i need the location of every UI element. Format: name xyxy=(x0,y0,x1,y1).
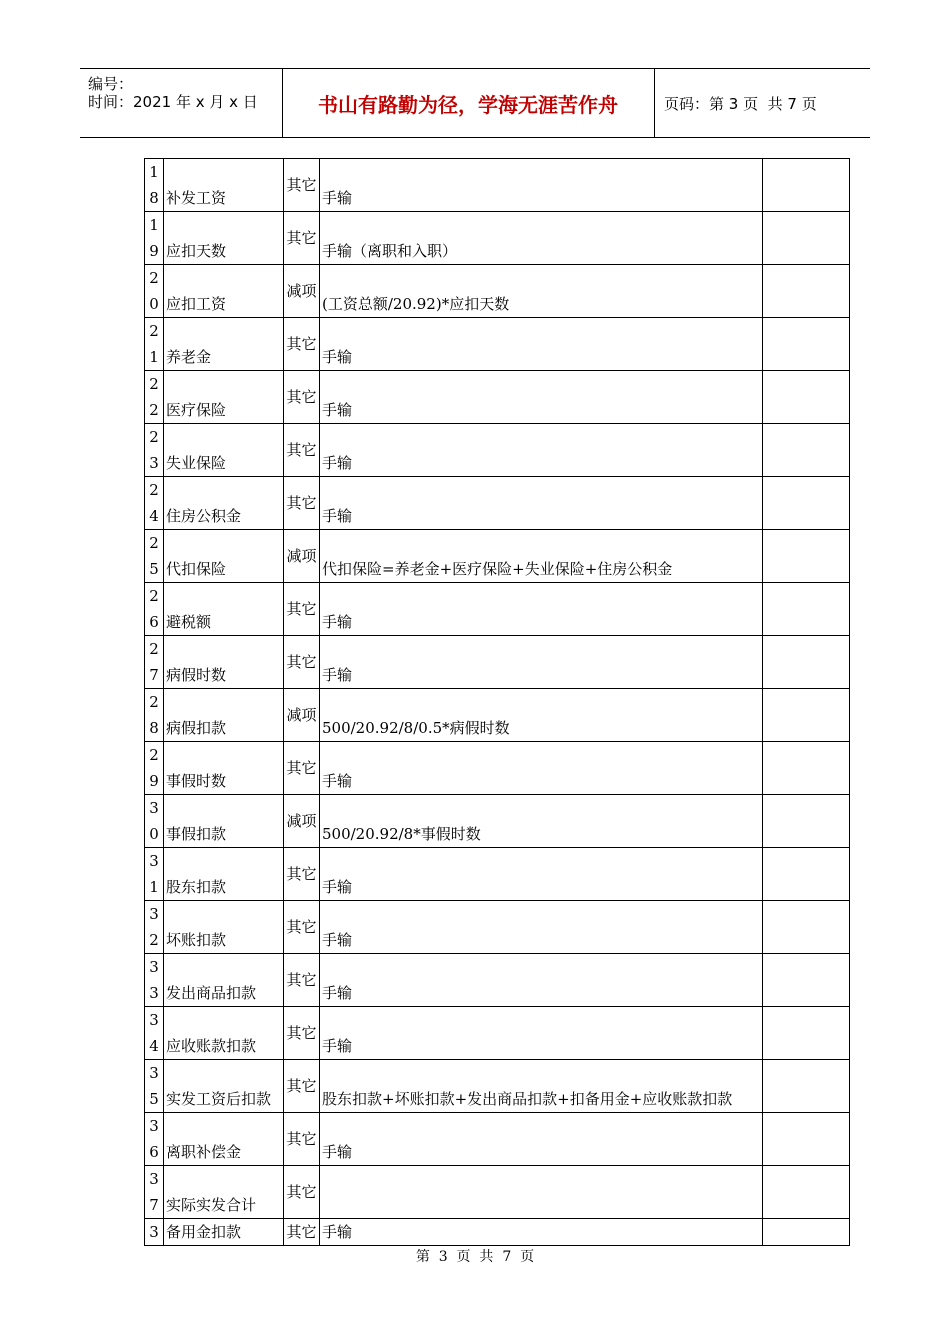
item-name: 养老金 xyxy=(164,318,284,371)
item-type: 减项 xyxy=(284,689,320,742)
row-number xyxy=(145,318,164,371)
item-formula: 代扣保险=养老金+医疗保险+失业保险+住房公积金 xyxy=(320,530,763,583)
row-number xyxy=(145,583,164,636)
item-type: 其它 xyxy=(284,583,320,636)
row-number-ones: 4 xyxy=(149,1037,159,1055)
item-name: 坏账扣款 xyxy=(164,901,284,954)
item-extra xyxy=(763,530,850,583)
item-formula: 手输 xyxy=(320,954,763,1007)
row-number-tens: 2 xyxy=(149,587,159,605)
item-name: 股东扣款 xyxy=(164,848,284,901)
row-number xyxy=(145,265,164,318)
item-formula: 500/20.92/8/0.5*病假时数 xyxy=(320,689,763,742)
row-number xyxy=(145,742,164,795)
header-page-info: 页码：第 3 页 共 7 页 xyxy=(664,94,817,113)
table-row xyxy=(145,265,850,318)
row-number-ones: 1 xyxy=(149,348,159,366)
item-extra xyxy=(763,583,850,636)
item-extra xyxy=(763,371,850,424)
row-number-ones: 6 xyxy=(149,613,159,631)
item-type: 其它 xyxy=(284,424,320,477)
item-name: 失业保险 xyxy=(164,424,284,477)
item-type: 其它 xyxy=(284,954,320,1007)
row-number-ones: 5 xyxy=(149,560,159,578)
item-type: 其它 xyxy=(284,901,320,954)
table-row xyxy=(145,795,850,848)
row-number xyxy=(145,848,164,901)
page-footer: 第 3 页 共 7 页 xyxy=(415,1249,535,1265)
item-extra xyxy=(763,636,850,689)
item-type: 其它 xyxy=(284,848,320,901)
row-number-ones: 8 xyxy=(149,719,159,737)
row-number-tens: 2 xyxy=(149,269,159,287)
row-number xyxy=(145,159,164,212)
item-type: 其它 xyxy=(284,318,320,371)
item-formula: 手输 xyxy=(320,901,763,954)
row-number-ones: 9 xyxy=(149,772,159,790)
item-name: 住房公积金 xyxy=(164,477,284,530)
item-extra xyxy=(763,1219,850,1246)
row-number-ones: 2 xyxy=(149,401,159,419)
row-number xyxy=(145,1060,164,1113)
item-name: 补发工资 xyxy=(164,159,284,212)
row-number-ones: 0 xyxy=(149,825,159,843)
item-type: 其它 xyxy=(284,742,320,795)
row-number xyxy=(145,901,164,954)
item-formula: 股东扣款+坏账扣款+发出商品扣款+扣备用金+应收账款扣款 xyxy=(320,1060,763,1113)
item-name: 事假时数 xyxy=(164,742,284,795)
row-number-tens: 3 xyxy=(149,852,159,870)
item-extra xyxy=(763,795,850,848)
item-formula: 手输 xyxy=(320,477,763,530)
table-row xyxy=(145,689,850,742)
row-number xyxy=(145,477,164,530)
item-formula: 手输 xyxy=(320,424,763,477)
item-name: 代扣保险 xyxy=(164,530,284,583)
table-row xyxy=(145,742,850,795)
table-row xyxy=(145,318,850,371)
item-formula: 手输 xyxy=(320,1007,763,1060)
item-name: 实际实发合计 xyxy=(164,1166,284,1219)
row-number-tens: 3 xyxy=(149,958,159,976)
item-extra xyxy=(763,424,850,477)
item-formula: 手输 xyxy=(320,636,763,689)
item-formula xyxy=(320,1166,763,1219)
table-row xyxy=(145,1060,850,1113)
item-type: 其它 xyxy=(284,371,320,424)
item-extra xyxy=(763,1007,850,1060)
item-name: 应收账款扣款 xyxy=(164,1007,284,1060)
item-formula: 手输（离职和入职） xyxy=(320,212,763,265)
row-number-ones: 7 xyxy=(149,666,159,684)
item-name: 实发工资后扣款 xyxy=(164,1060,284,1113)
row-number-tens: 2 xyxy=(149,322,159,340)
row-number xyxy=(145,689,164,742)
header-meta xyxy=(80,69,283,137)
row-number-tens: 2 xyxy=(149,534,159,552)
row-number-tens: 2 xyxy=(149,375,159,393)
row-number-tens: 3 xyxy=(149,1170,159,1188)
item-formula: 手输 xyxy=(320,1219,763,1246)
item-extra xyxy=(763,1060,850,1113)
row-number-tens: 2 xyxy=(149,640,159,658)
table-row xyxy=(145,1219,850,1246)
item-extra xyxy=(763,742,850,795)
row-number xyxy=(145,954,164,1007)
table-row xyxy=(145,1113,850,1166)
item-type: 其它 xyxy=(284,159,320,212)
number-label: 编号： xyxy=(88,75,134,93)
header-motto: 书山有路勤为径，学海无涯苦作舟 xyxy=(282,69,655,137)
item-extra xyxy=(763,1113,850,1166)
item-extra xyxy=(763,1166,850,1219)
row-number xyxy=(145,371,164,424)
row-number-ones: 8 xyxy=(149,189,159,207)
item-extra xyxy=(763,954,850,1007)
row-number-ones: 3 xyxy=(149,984,159,1002)
row-number-ones: 4 xyxy=(149,507,159,525)
table-row xyxy=(145,901,850,954)
table-row xyxy=(145,954,850,1007)
row-number-tens: 3 xyxy=(149,1011,159,1029)
row-number-tens: 2 xyxy=(149,428,159,446)
item-name: 备用金扣款 xyxy=(164,1219,284,1246)
item-name: 应扣天数 xyxy=(164,212,284,265)
row-number-tens: 3 xyxy=(149,905,159,923)
row-number-ones: 2 xyxy=(149,931,159,949)
item-type: 其它 xyxy=(284,1060,320,1113)
row-number-tens: 3 xyxy=(149,1117,159,1135)
row-number xyxy=(145,424,164,477)
row-number-tens: 2 xyxy=(149,481,159,499)
row-number xyxy=(145,212,164,265)
time-label: 时间：2021 年 x 月 x 日 xyxy=(88,93,258,111)
table-row xyxy=(145,477,850,530)
item-formula: 手输 xyxy=(320,583,763,636)
item-extra xyxy=(763,689,850,742)
row-number-tens: 1 xyxy=(149,163,159,181)
row-number xyxy=(145,1166,164,1219)
table-row xyxy=(145,212,850,265)
item-extra xyxy=(763,848,850,901)
table-row xyxy=(145,371,850,424)
item-formula: (工资总额/20.92)*应扣天数 xyxy=(320,265,763,318)
row-number-ones: 0 xyxy=(149,295,159,313)
item-name: 发出商品扣款 xyxy=(164,954,284,1007)
row-number xyxy=(145,1007,164,1060)
item-type: 减项 xyxy=(284,795,320,848)
item-name: 离职补偿金 xyxy=(164,1113,284,1166)
item-extra xyxy=(763,212,850,265)
row-number-tens: 3 xyxy=(149,799,159,817)
table-row xyxy=(145,424,850,477)
row-number: 3 xyxy=(145,1219,164,1246)
item-extra xyxy=(763,265,850,318)
row-number xyxy=(145,1113,164,1166)
row-number-ones: 7 xyxy=(149,1196,159,1214)
item-type: 其它 xyxy=(284,1166,320,1219)
row-number-tens: 3 xyxy=(149,1064,159,1082)
table-row xyxy=(145,159,850,212)
item-formula: 手输 xyxy=(320,742,763,795)
item-name: 避税额 xyxy=(164,583,284,636)
row-number-tens: 1 xyxy=(149,216,159,234)
item-type: 减项 xyxy=(284,265,320,318)
table-row xyxy=(145,583,850,636)
item-formula: 500/20.92/8*事假时数 xyxy=(320,795,763,848)
item-name: 病假扣款 xyxy=(164,689,284,742)
table-row xyxy=(145,848,850,901)
table-row xyxy=(145,530,850,583)
row-number-tens: 2 xyxy=(149,693,159,711)
item-formula: 手输 xyxy=(320,371,763,424)
item-name: 医疗保险 xyxy=(164,371,284,424)
item-extra xyxy=(763,159,850,212)
salary-items-table xyxy=(144,158,850,1246)
row-number-ones: 9 xyxy=(149,242,159,260)
item-type: 其它 xyxy=(284,1219,320,1246)
row-number-tens: 2 xyxy=(149,746,159,764)
table-row xyxy=(145,1007,850,1060)
row-number-ones: 6 xyxy=(149,1143,159,1161)
row-number-ones: 5 xyxy=(149,1090,159,1108)
item-formula: 手输 xyxy=(320,1113,763,1166)
item-name: 病假时数 xyxy=(164,636,284,689)
row-number-ones: 3 xyxy=(149,454,159,472)
item-type: 其它 xyxy=(284,1113,320,1166)
row-number-ones: 1 xyxy=(149,878,159,896)
row-number xyxy=(145,636,164,689)
item-extra xyxy=(763,318,850,371)
table-row xyxy=(145,636,850,689)
item-formula: 手输 xyxy=(320,159,763,212)
item-type: 减项 xyxy=(284,530,320,583)
item-type: 其它 xyxy=(284,1007,320,1060)
item-name: 事假扣款 xyxy=(164,795,284,848)
item-name: 应扣工资 xyxy=(164,265,284,318)
item-formula: 手输 xyxy=(320,848,763,901)
item-type: 其它 xyxy=(284,212,320,265)
item-formula: 手输 xyxy=(320,318,763,371)
row-number xyxy=(145,795,164,848)
item-extra xyxy=(763,901,850,954)
item-extra xyxy=(763,477,850,530)
table-row xyxy=(145,1166,850,1219)
item-type: 其它 xyxy=(284,636,320,689)
item-type: 其它 xyxy=(284,477,320,530)
table-body xyxy=(145,159,850,1246)
page-header xyxy=(80,68,870,138)
row-number xyxy=(145,530,164,583)
